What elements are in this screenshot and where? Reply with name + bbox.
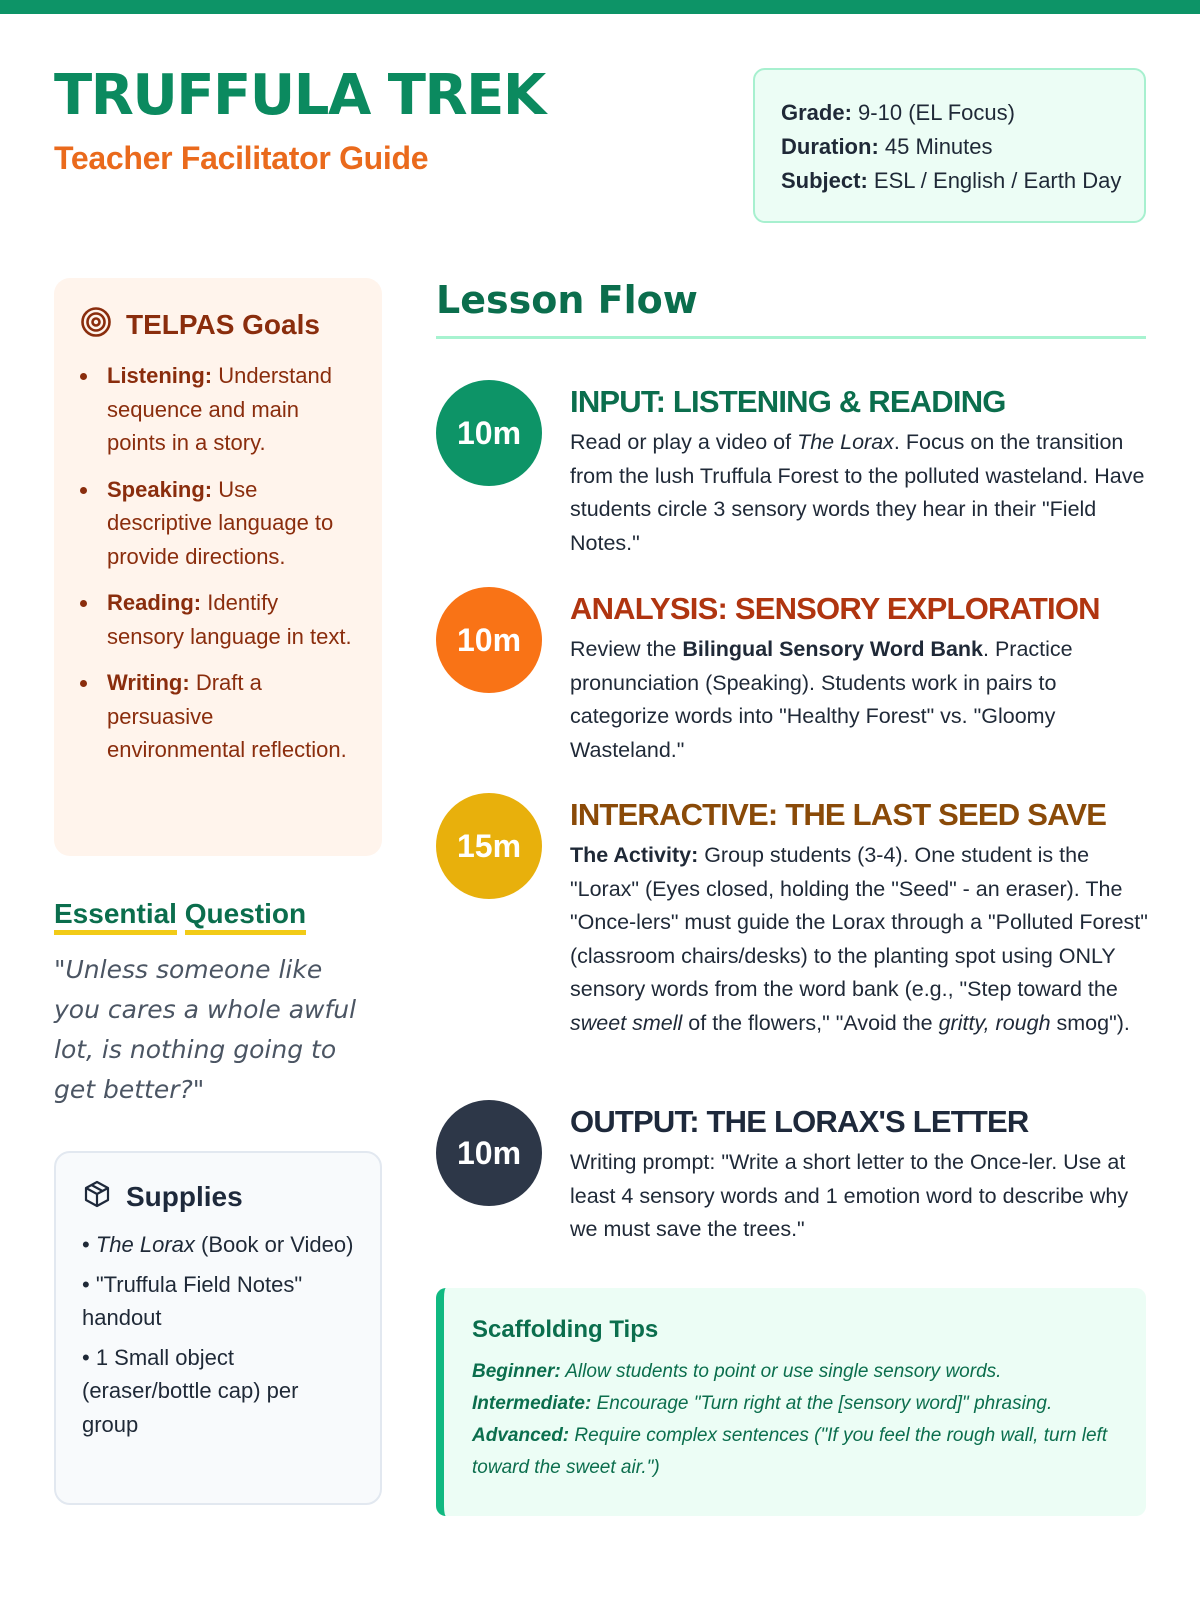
scaffolding-title: Scaffolding Tips <box>472 1316 659 1343</box>
duration-line: Duration: 45 Minutes <box>781 134 993 159</box>
supply-item-handout: • "Truffula Field Notes" handout <box>82 1271 303 1330</box>
goal-item-listening: Listening: Understand sequence and main points in a story. <box>80 359 356 460</box>
tip-intermediate: Intermediate: Encourage "Turn right at the [sensory word]" phrasing. <box>472 1393 1053 1414</box>
step-title: INPUT: LISTENING & READING <box>570 384 1006 419</box>
bullet <box>80 373 87 380</box>
bullet <box>80 680 87 687</box>
supply-item-object: • 1 Small object (eraser/bottle cap) per group <box>82 1344 299 1437</box>
time-badge: 10m <box>436 587 542 693</box>
goal-item-reading: Reading: Identify sensory language in text. <box>80 586 356 653</box>
step-title: INTERACTIVE: THE LAST SEED SAVE <box>570 797 1107 832</box>
scaffolding-tips-box <box>436 1288 1146 1516</box>
tip-beginner: Beginner: Allow students to point or use single sensory words. <box>472 1361 1002 1382</box>
step-content <box>570 1104 1150 1247</box>
page-subtitle: Teacher Facilitator Guide <box>54 140 429 176</box>
time-badge: 15m <box>436 793 542 899</box>
time-badge: 10m <box>436 380 542 486</box>
step-content <box>570 591 1150 767</box>
time-badge: 10m <box>436 1100 542 1206</box>
lesson-flow-title: Lesson Flow <box>436 278 698 322</box>
step-title: OUTPUT: THE LORAX'S LETTER <box>570 1104 1029 1139</box>
goals-list <box>80 359 356 767</box>
tip-advanced: Advanced: Require complex sentences ("If you feel the rough wall, turn left toward the sweet air.") <box>472 1425 1108 1478</box>
lesson-info-box <box>753 68 1146 223</box>
step-body: Writing prompt: "Write a short letter to the Once-ler. Use at least 4 sensory words and 1 emotion word to describe why we must save the trees." <box>570 1150 1129 1241</box>
step-body: The Activity: Group students (3-4). One student is the "Lorax" (Eyes closed, holding the "Seed" - an eraser). The "Once-lers" must guide the Lorax through a "Polluted Forest" (classroom chairs/desks) to the planting spot using ONLY sensory words from the word bank (e.g., "Step toward the sweet smell of the flowers," "Avoid the gritty, rough smog"). <box>570 843 1148 1035</box>
step-content <box>570 384 1150 560</box>
bullet <box>80 600 87 607</box>
lesson-flow-divider <box>436 336 1146 339</box>
grade-line: Grade: 9-10 (EL Focus) <box>781 100 1015 125</box>
step-body: Review the Bilingual Sensory Word Bank. Practice pronunciation (Speaking). Students work in pairs to categorize words into "Healthy Forest" vs. "Gloomy Wasteland." <box>570 637 1073 762</box>
supplies-card <box>54 1151 382 1505</box>
step-body: Read or play a video of The Lorax. Focus on the transition from the lush Truffula Forest to the polluted wasteland. Have students circle 3 sensory words they hear in their "Field Notes." <box>570 430 1145 555</box>
goal-item-writing: Writing: Draft a persuasive environmental reflection. <box>80 666 356 767</box>
step-title: ANALYSIS: SENSORY EXPLORATION <box>570 591 1100 626</box>
telpas-goals-card <box>54 278 382 856</box>
subject-line: Subject: ESL / English / Earth Day <box>781 168 1122 193</box>
box-icon <box>82 1179 112 1214</box>
supply-item-book: • The Lorax (Book or Video) <box>82 1232 354 1257</box>
page-title: TRUFFULA TREK <box>54 63 545 128</box>
essential-question-title: Essential Question <box>54 898 307 929</box>
target-icon <box>80 306 112 343</box>
goal-item-speaking: Speaking: Use descriptive language to provide directions. <box>80 473 356 574</box>
essential-question-quote: "Unless someone like you cares a whole awful lot, is nothing going to get better?" <box>54 955 357 1104</box>
supplies-title: Supplies <box>126 1180 243 1212</box>
goals-title: TELPAS Goals <box>126 308 320 340</box>
top-accent-bar <box>0 0 1200 14</box>
step-content <box>570 797 1150 1040</box>
supplies-header <box>82 1179 354 1214</box>
goals-header <box>80 306 356 343</box>
bullet <box>80 487 87 494</box>
